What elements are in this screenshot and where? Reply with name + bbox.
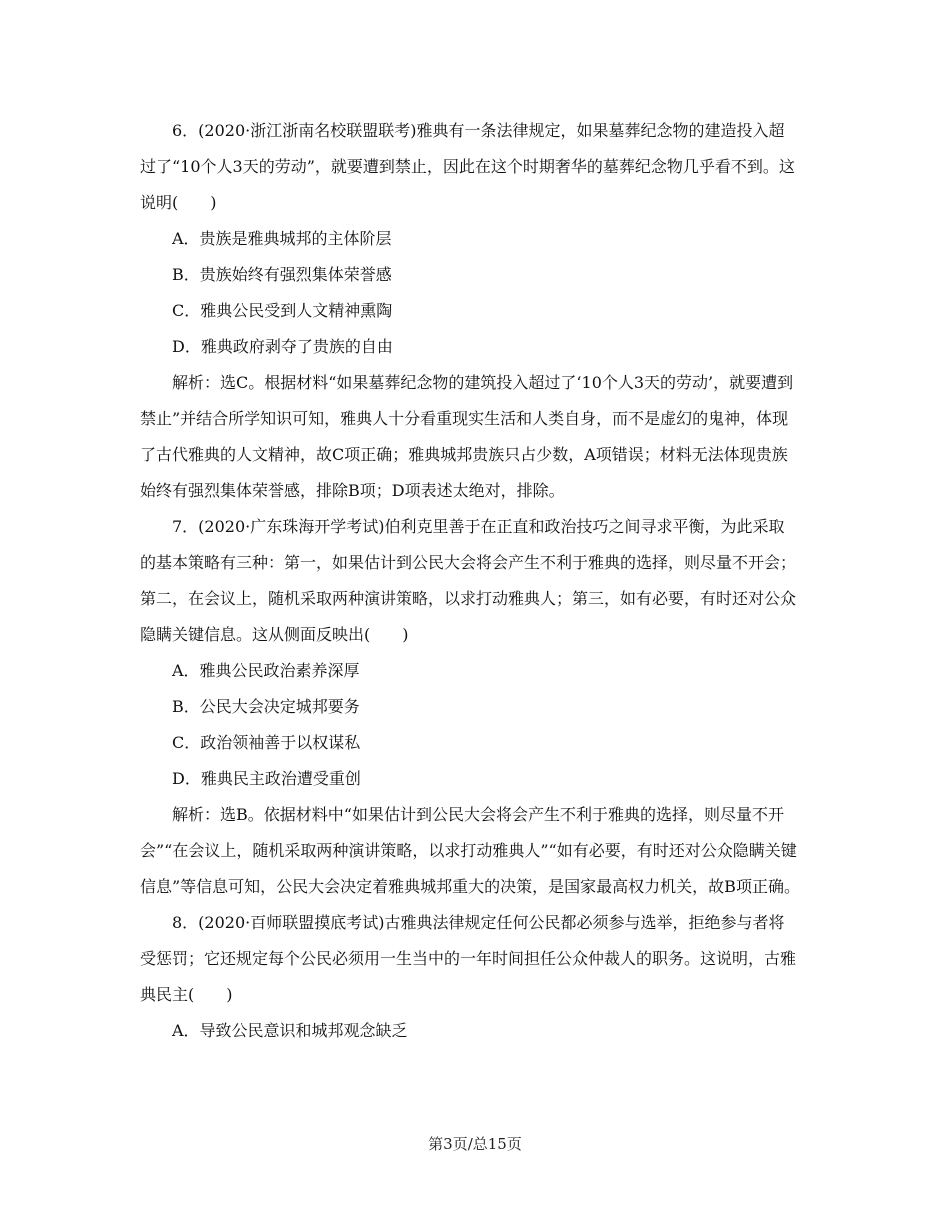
option-c: C．政治领袖善于以权谋私 <box>172 733 361 752</box>
analysis-line: 解析：选C。根据材料“如果墓葬纪念物的建筑投入超过了‘10个人3天的劳动’，就要遭到 <box>172 373 794 392</box>
option-a: A．导致公民意识和城邦观念缺乏 <box>172 1021 408 1040</box>
option-b: B．贵族始终有强烈集体荣誉感 <box>172 265 392 284</box>
question-stem-line: 过了“10个人3天的劳动”，就要遭到禁止，因此在这个时期奢华的墓葬纪念物几乎看不到。这 <box>140 157 795 176</box>
option-a: A．贵族是雅典城邦的主体阶层 <box>172 229 392 248</box>
analysis-line: 会”“在会议上，随机采取两种演讲策略，以求打动雅典人”“如有必要，有时还对公众隐瞒关键 <box>140 841 797 860</box>
option-a: A．雅典公民政治素养深厚 <box>172 661 360 680</box>
question-6 <box>140 113 820 509</box>
option-d: D．雅典民主政治遭受重创 <box>172 769 361 788</box>
analysis-line: 解析：选B。依据材料中“如果估计到公民大会将会产生不利于雅典的选择，则尽量不开 <box>172 805 784 824</box>
question-stem-line: 典民主( ) <box>140 985 233 1004</box>
option-c: C．雅典公民受到人文精神熏陶 <box>172 301 393 320</box>
question-stem-line: 隐瞒关键信息。这从侧面反映出( ) <box>140 625 409 644</box>
question-stem-line: 第二，在会议上，随机采取两种演讲策略，以求打动雅典人；第三，如有必要，有时还对公众 <box>140 589 797 608</box>
analysis-line: 信息”等信息可知，公民大会决定着雅典城邦重大的决策，是国家最高权力机关，故B项正确。 <box>140 877 800 896</box>
page-footer <box>0 1132 950 1156</box>
analysis-line: 始终有强烈集体荣誉感，排除B项；D项表述太绝对，排除。 <box>140 481 565 500</box>
analysis-line: 禁止”并结合所学知识可知，雅典人十分看重现实生活和人类自身，而不是虚幻的鬼神，体现 <box>140 409 789 428</box>
option-b: B．公民大会决定城邦要务 <box>172 697 360 716</box>
page-number-label: 第3页/总15页 <box>428 1135 522 1153</box>
question-stem-line: 说明( ) <box>140 193 217 212</box>
question-stem-line: 8．(2020·百师联盟摸底考试)古雅典法律规定任何公民都必须参与选举，拒绝参与者将 <box>172 913 785 932</box>
question-7 <box>140 509 820 905</box>
question-stem-line: 的基本策略有三种：第一，如果估计到公民大会将会产生不利于雅典的选择，则尽量不开会； <box>140 553 797 572</box>
page-content <box>140 113 820 1049</box>
question-stem-line: 受惩罚；它还规定每个公民必须用一生当中的一年时间担任公众仲裁人的职务。这说明，古雅 <box>140 949 797 968</box>
option-d: D．雅典政府剥夺了贵族的自由 <box>172 337 393 356</box>
question-8 <box>140 905 820 1049</box>
question-stem-line: 6．(2020·浙江浙南名校联盟联考)雅典有一条法律规定，如果墓葬纪念物的建造投入超 <box>172 121 785 140</box>
analysis-line: 了古代雅典的人文精神，故C项正确；雅典城邦贵族只占少数，A项错误；材料无法体现贵族 <box>140 445 788 464</box>
question-stem-line: 7．(2020·广东珠海开学考试)伯利克里善于在正直和政治技巧之间寻求平衡，为此采取 <box>172 517 785 536</box>
